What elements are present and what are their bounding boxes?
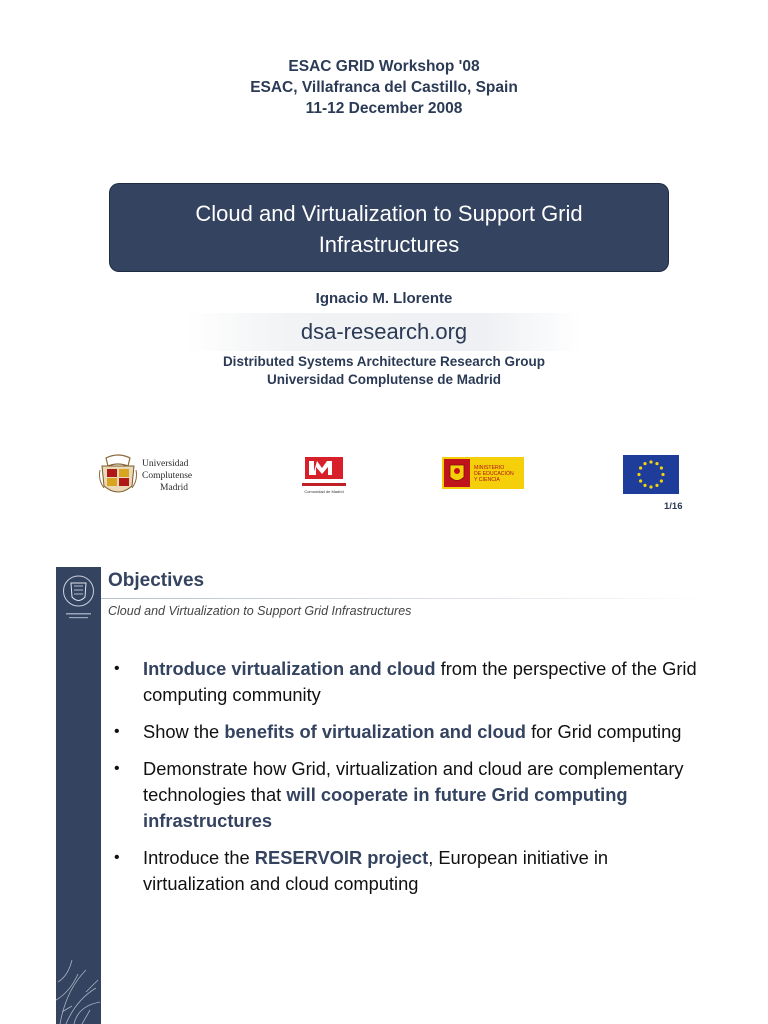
sidebar-decoration-icon	[56, 930, 101, 1024]
bullet-icon: •	[114, 760, 120, 777]
eu-flag-logo	[623, 455, 679, 494]
bullet-text: Show the	[143, 721, 225, 742]
group-name: Distributed Systems Architecture Research Group	[222, 354, 546, 369]
research-group	[0, 353, 768, 389]
ucm-line-1: Universidad	[142, 459, 189, 469]
ucm-line-2: Complutense	[142, 471, 193, 481]
page-number: 1/16	[664, 501, 683, 512]
ucm-line-3: Madrid	[160, 483, 188, 493]
list-item	[114, 656, 714, 708]
ministerio-logo	[442, 457, 524, 489]
list-item	[114, 756, 714, 834]
university-name: Universidad Complutense de Madrid	[266, 372, 502, 387]
workshop-name: ESAC GRID Workshop '08	[288, 58, 480, 75]
ucm-wordmark	[142, 458, 192, 494]
svg-text:Y CIENCIA: Y CIENCIA	[474, 477, 500, 483]
list-item	[114, 845, 714, 897]
comunidad-madrid-icon	[300, 455, 350, 503]
objectives-list	[114, 656, 714, 908]
ucm-crest-icon	[98, 454, 138, 498]
cm-caption: Comunidad de Madrid	[304, 489, 344, 494]
bullet-icon: •	[114, 723, 120, 740]
ucm-seal-icon	[60, 571, 97, 626]
bullet-highlight: Introduce virtualization and cloud	[143, 658, 436, 679]
bullet-text: , European initiative in virtualization and cloud computing	[143, 847, 609, 894]
ucm-logo	[98, 452, 198, 500]
presentation-title	[110, 184, 668, 271]
bullet-text: from the perspective of the Grid computing community	[143, 658, 697, 705]
list-item	[114, 719, 714, 745]
slide-title: Objectives	[108, 570, 205, 591]
title-divider	[101, 598, 711, 599]
slide-subtitle: Cloud and Virtualization to Support Grid Infrastructures	[108, 604, 412, 618]
bullet-icon: •	[114, 849, 120, 866]
bullet-icon: •	[114, 660, 120, 677]
author-name: Ignacio M. Llorente	[315, 290, 453, 307]
workshop-header	[0, 56, 768, 119]
bullet-highlight: benefits of virtualization and cloud	[224, 721, 526, 742]
svg-text:MINISTERIO: MINISTERIO	[474, 465, 505, 471]
svg-text:DE EDUCACIÓN: DE EDUCACIÓN	[474, 471, 514, 477]
comunidad-madrid-logo	[300, 455, 350, 503]
bullet-highlight: RESERVOIR project	[254, 847, 429, 868]
bullet-text: for Grid computing	[525, 721, 682, 742]
bullet-highlight: will cooperate in future Grid computing infrastructures	[143, 784, 628, 831]
site-url: dsa-research.org	[300, 319, 468, 344]
workshop-date: 11-12 December 2008	[305, 100, 463, 117]
bullet-text: Introduce the	[143, 847, 255, 868]
title-line-2: Infrastructures	[318, 232, 460, 257]
title-line-1: Cloud and Virtualization to Support Grid	[195, 201, 583, 226]
eu-stars-icon	[623, 455, 679, 494]
bullet-text: Demonstrate how Grid, virtualization and cloud are complementary technologies that	[143, 758, 684, 805]
ministerio-icon	[442, 457, 524, 489]
sidebar-site-text: dsa-research.org	[4, 710, 32, 900]
workshop-location: ESAC, Villafranca del Castillo, Spain	[250, 79, 518, 96]
slide-sidebar	[56, 567, 101, 1024]
